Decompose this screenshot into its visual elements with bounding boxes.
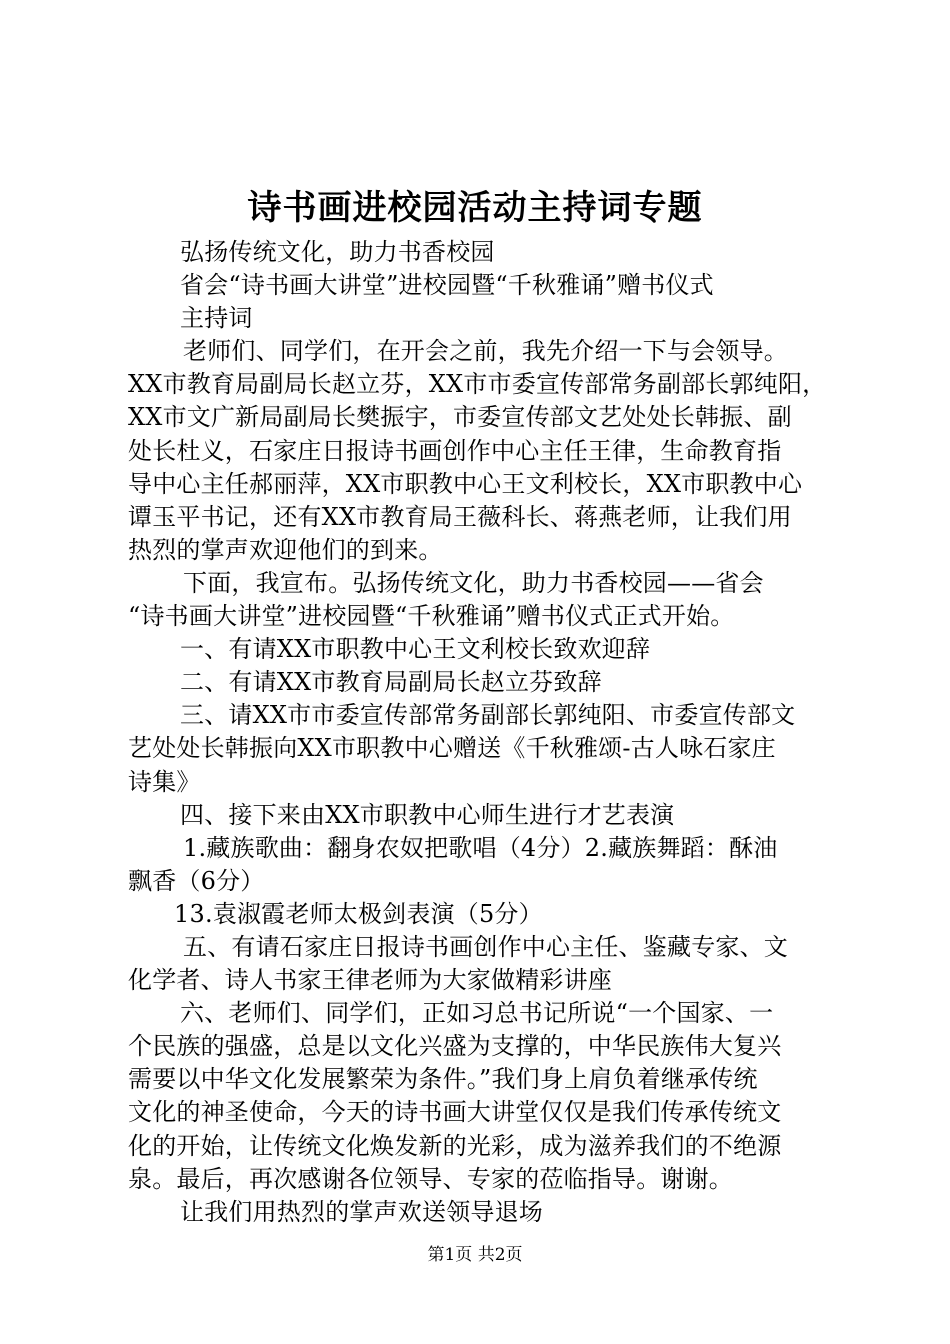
program-item: 二、有请XX市教育局副局长赵立芬致辞 <box>180 668 602 697</box>
subtitle-line: 主持词 <box>180 304 253 333</box>
closing-paragraph-line: 文化的神圣使命，今天的诗书画大讲堂仅仅是我们传承传统文 <box>128 1098 782 1127</box>
document-body <box>128 236 838 1229</box>
closing-paragraph-line: 泉。最后，再次感谢各位领导、专家的莅临指导。谢谢。 <box>128 1164 733 1193</box>
closing-paragraph-line: 个民族的强盛，总是以文化兴盛为支撑的，中华民族伟大复兴 <box>128 1032 782 1061</box>
final-line: 让我们用热烈的掌声欢送领导退场 <box>180 1197 543 1226</box>
closing-paragraph-line: 六、老师们、同学们，正如习总书记所说“一个国家、一 <box>180 999 774 1028</box>
closing-paragraph-line: 化的开始，让传统文化焕发新的光彩，成为滋养我们的不绝源 <box>128 1131 782 1160</box>
program-item: 化学者、诗人书家王律老师为大家做精彩讲座 <box>128 966 612 995</box>
paragraph-line: XX市教育局副局长赵立芬，XX市市委宣传部常务副部长郭纯阳， <box>128 370 827 399</box>
paragraph-line: 热烈的掌声欢迎他们的到来。 <box>128 535 443 564</box>
closing-paragraph-line: 需要以中华文化发展繁荣为条件。”我们身上肩负着继承传统 <box>128 1065 758 1094</box>
subtitle-line: 省会“诗书画大讲堂”进校园暨“千秋雅诵”赠书仪式 <box>180 271 714 300</box>
performance-item: 13.袁淑霞老师太极剑表演（5分） <box>174 899 543 928</box>
program-item: 三、请XX市市委宣传部常务副部长郭纯阳、市委宣传部文 <box>180 701 796 730</box>
paragraph-line: 谭玉平书记，还有XX市教育局王薇科长、蒋燕老师，让我们用 <box>128 502 792 531</box>
performance-item: 飘香（6分） <box>128 866 265 895</box>
program-item: 五、有请石家庄日报诗书画创作中心主任、鉴藏专家、文 <box>183 932 788 961</box>
paragraph-line: XX市文广新局副局长樊振宇，市委宣传部文艺处处长韩振、副 <box>128 403 792 432</box>
paragraph-line: 导中心主任郝丽萍，XX市职教中心王文利校长，XX市职教中心 <box>128 469 803 498</box>
document-title: 诗书画进校园活动主持词专题 <box>247 188 703 228</box>
program-item: 四、接下来由XX市职教中心师生进行才艺表演 <box>180 800 675 829</box>
program-item: 诗集》 <box>128 767 201 796</box>
paragraph-line: 老师们、同学们，在开会之前，我先介绍一下与会领导。 <box>183 337 788 366</box>
paragraph-line: 处长杜义，石家庄日报诗书画创作中心主任王律，生命教育指 <box>128 436 782 465</box>
page-footer: 第1页 共2页 <box>427 1245 523 1265</box>
program-item: 艺处处长韩振向XX市职教中心赠送《千秋雅颂-古人咏石家庄 <box>128 734 776 763</box>
performance-item: 1.藏族歌曲：翻身农奴把歌唱（4分）2.藏族舞蹈：酥油 <box>183 833 778 862</box>
subtitle-line: 弘扬传统文化，助力书香校园 <box>180 238 495 266</box>
program-item: 一、有请XX市职教中心王文利校长致欢迎辞 <box>180 635 651 664</box>
paragraph-line: “诗书画大讲堂”进校园暨“千秋雅诵”赠书仪式正式开始。 <box>128 602 735 631</box>
paragraph-line: 下面，我宣布。弘扬传统文化，助力书香校园——省会 <box>183 568 764 597</box>
